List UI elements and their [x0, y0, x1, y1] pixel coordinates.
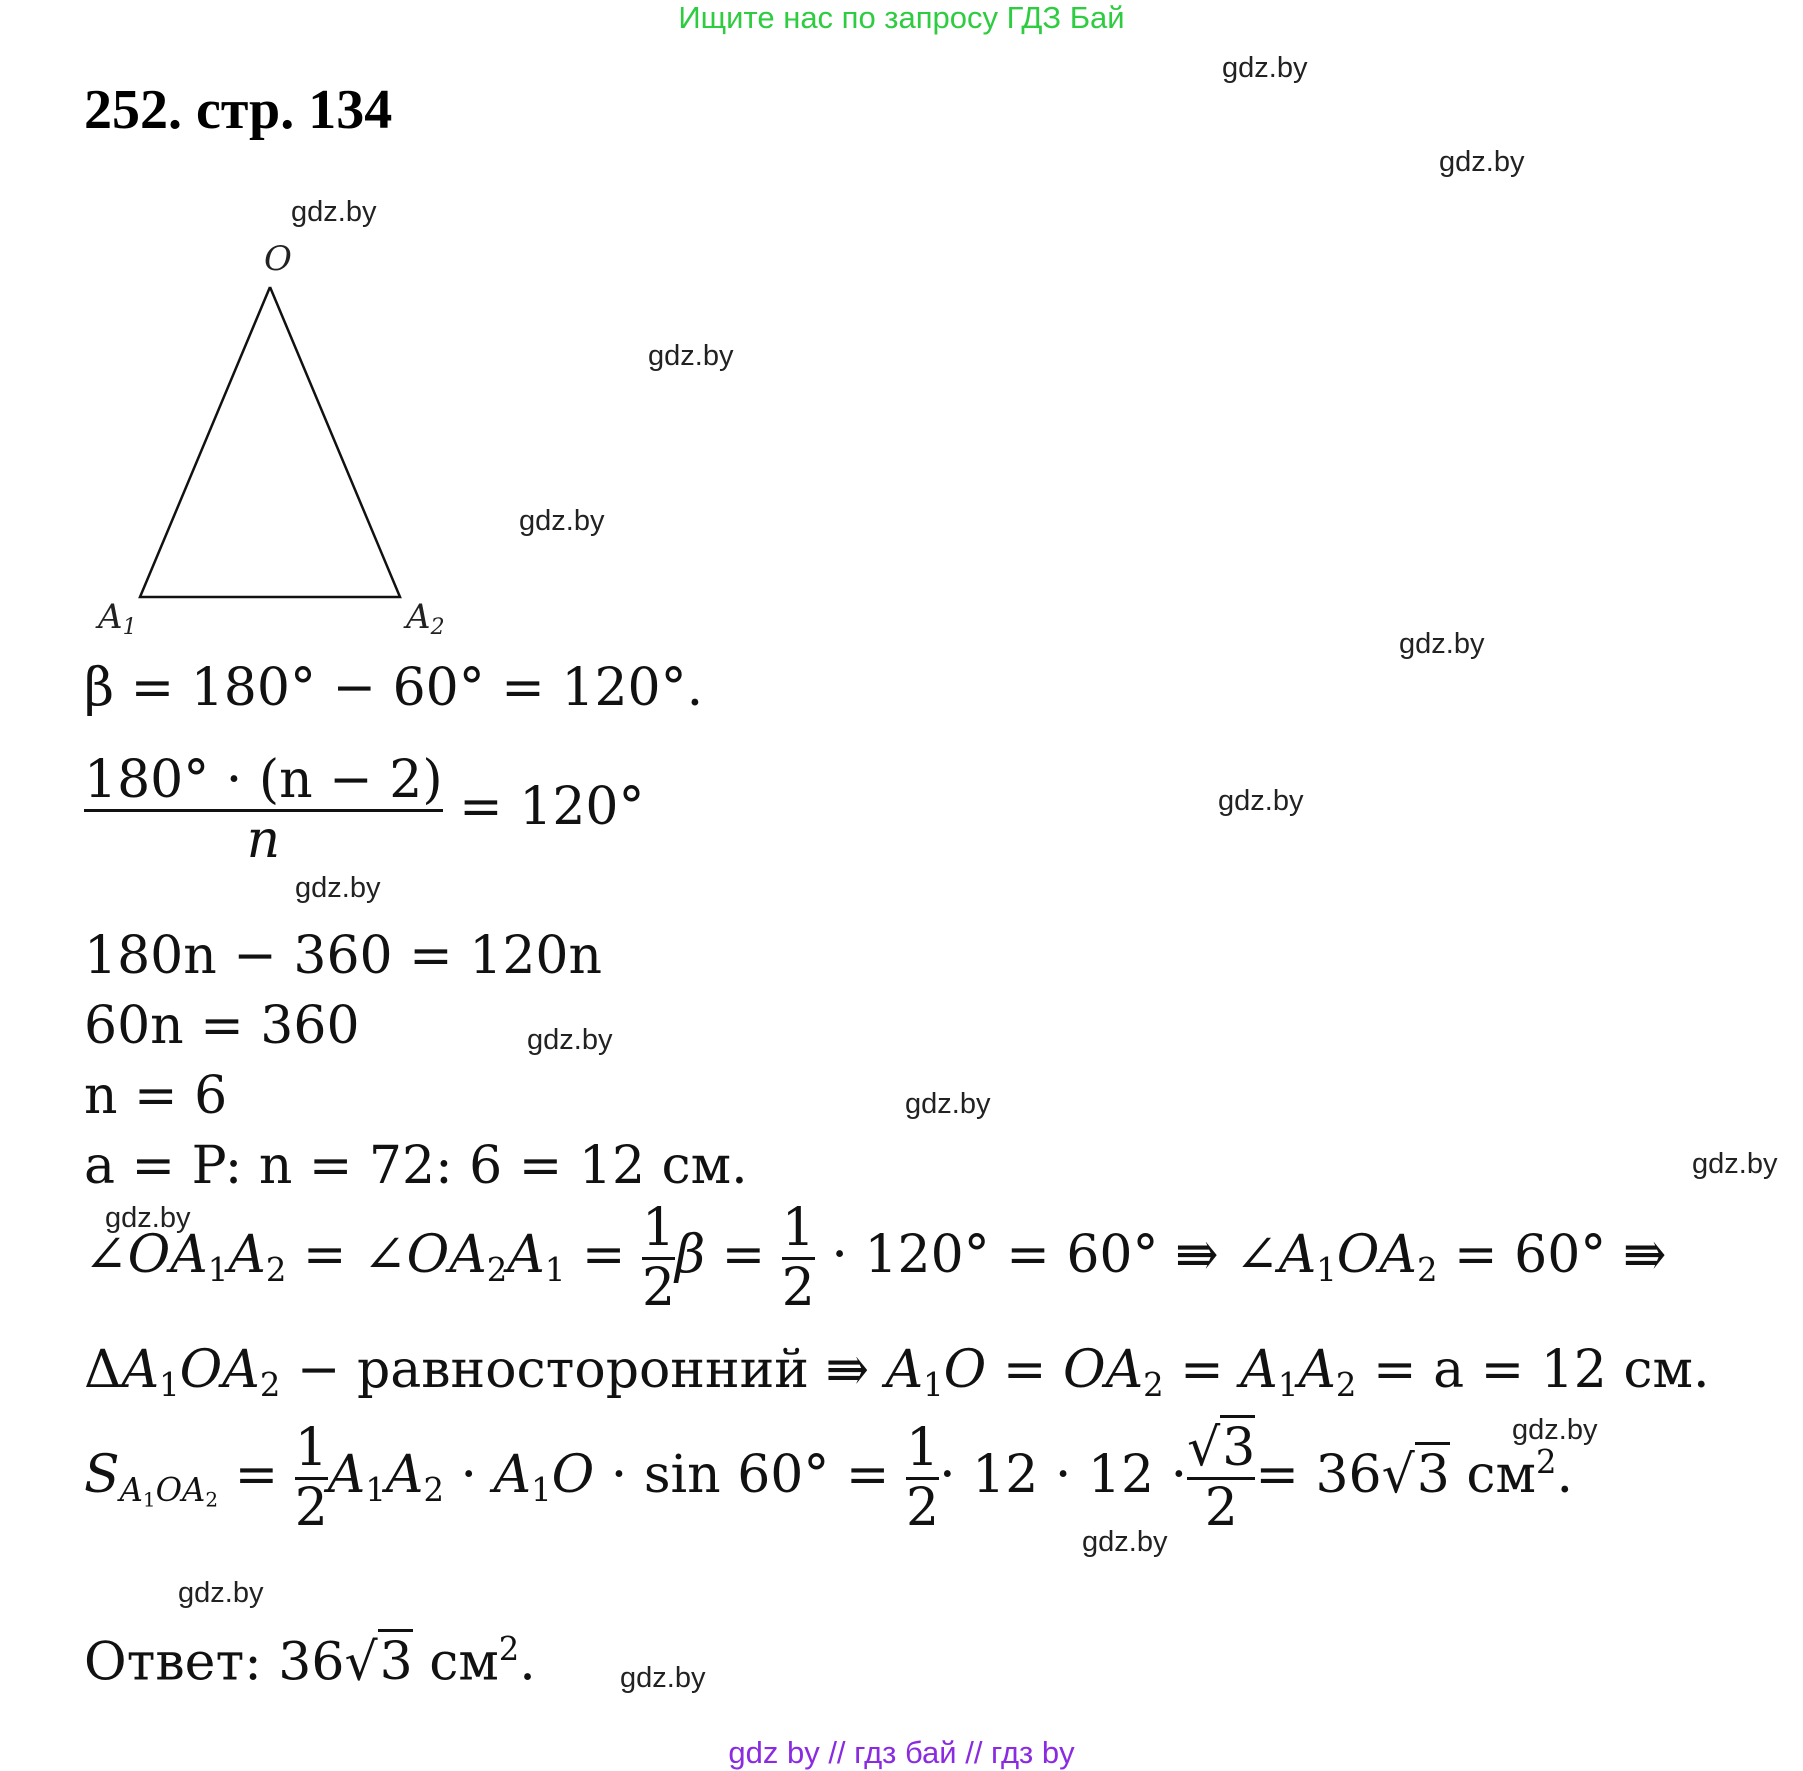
answer-line: Ответ: 36√3 $см^2$.	[84, 1630, 536, 1693]
exercise-title: 252. стр. 134	[84, 79, 393, 141]
equilateral-word: равносторонний	[356, 1340, 809, 1400]
vertex-label-a1: A1	[98, 597, 137, 640]
watermark: gdz.by	[620, 1662, 706, 1694]
watermark: gdz.by	[519, 505, 605, 537]
side-value: a = 12 см.	[1433, 1340, 1710, 1400]
watermark: gdz.by	[295, 872, 381, 904]
simplified-equation: 60n = 360	[84, 996, 360, 1056]
watermark: gdz.by	[648, 340, 734, 372]
triangle-outline	[140, 287, 400, 597]
watermark: gdz.by	[1692, 1148, 1778, 1180]
watermark: gdz.by	[1082, 1526, 1168, 1558]
vertex-label-a2: A2	[406, 597, 445, 640]
angle-fraction	[84, 752, 443, 869]
equilateral-statement: $\Delta A_1OA_2$ − равносторонний ⇛ $A_1O = OA_2 = A_1A_2 = a = 12$ см.	[84, 1340, 1710, 1405]
watermark: gdz.by	[178, 1577, 264, 1609]
watermark: gdz.by	[1222, 52, 1308, 84]
fraction-denominator: n	[84, 809, 443, 869]
area-factors: · 12 · 12 ·	[939, 1445, 1188, 1506]
fraction-numerator: 180° · (n − 2)	[84, 750, 443, 810]
watermark: gdz.by	[1512, 1414, 1598, 1446]
watermark: gdz.by	[1399, 628, 1485, 660]
angle-formula	[84, 752, 645, 869]
fraction-rhs: = 120°	[459, 777, 645, 838]
answer-label: Ответ: 36	[84, 1632, 345, 1693]
triangle-figure	[90, 230, 470, 640]
footer-links: gdz by // гдз бай // гдз by	[728, 1735, 1075, 1770]
beta-equation: β = 180° − 60° = 120°.	[84, 658, 704, 718]
angle-equation: $\angle OA_1A_2$ = $\angle OA_2A_1$ = $\frac{1}{2}$ β = $\frac{1}{2}$ · 120° = 60° ⇛ $\angle A_1OA_2 = 60^\circ$ ⇛	[84, 1198, 1667, 1319]
watermark: gdz.by	[291, 196, 377, 228]
watermark: gdz.by	[1439, 146, 1525, 178]
n-result: n = 6	[84, 1066, 228, 1126]
vertex-label-o: O	[264, 239, 292, 279]
area-result: = 36	[1255, 1445, 1382, 1506]
watermark: gdz.by	[1218, 785, 1304, 817]
search-banner: Ищите нас по запросу ГДЗ Бай	[678, 0, 1125, 35]
watermark: gdz.by	[527, 1024, 613, 1056]
area-formula: $S_{A_1OA_2}$ = $\frac{1}{2}$ $A_1A_2 \cdot A_1O \cdot \sin 60^\circ$ = $\frac{1}{2}$ · 12 · 12 · $\frac{√3}{2}$ = 36√3 $см^2$.	[84, 1420, 1573, 1537]
answer-unit: см	[429, 1632, 499, 1693]
linear-equation: 180n − 360 = 120n	[84, 926, 602, 986]
side-length: a = P: n = 72: 6 = 12 см.	[84, 1136, 748, 1196]
watermark: gdz.by	[905, 1088, 991, 1120]
watermark: gdz.by	[105, 1202, 191, 1234]
area-unit: см	[1466, 1445, 1536, 1506]
